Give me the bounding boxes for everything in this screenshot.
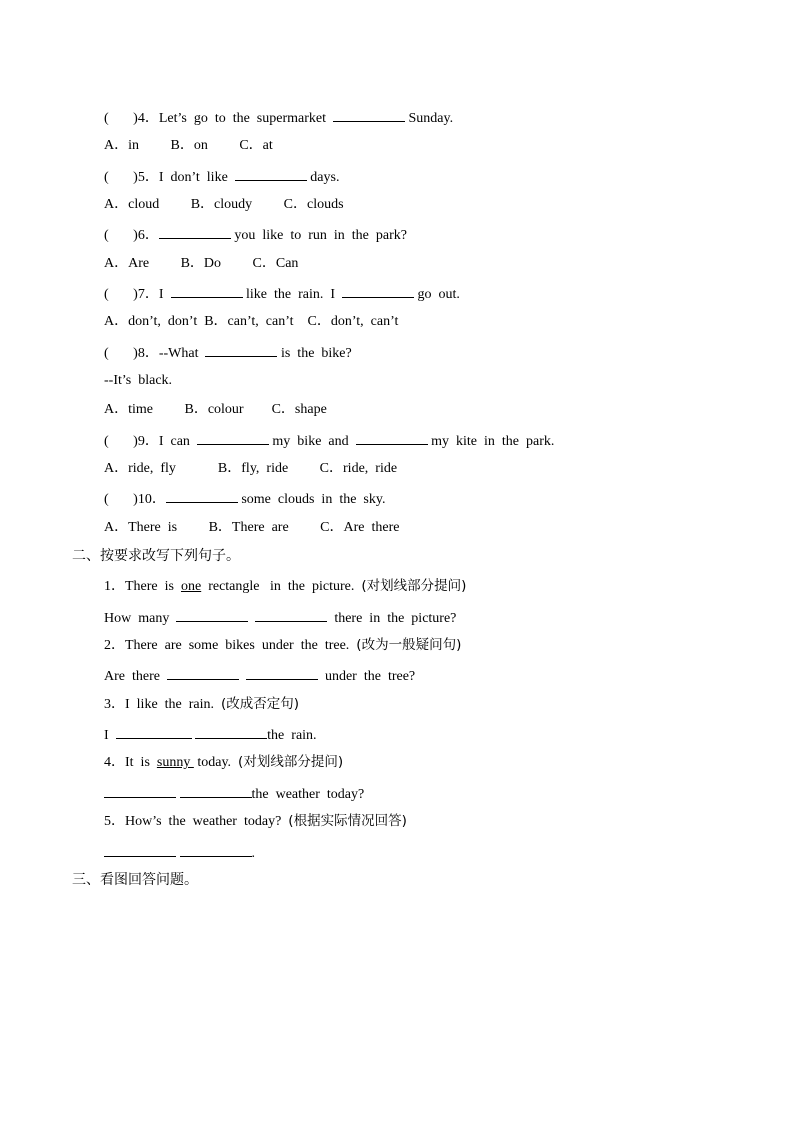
s4-underlined-word: sunny [156, 755, 194, 770]
q9-text: ( )9．I can [104, 434, 197, 449]
s1-underlined-word: one [180, 579, 202, 594]
s3-text: 3．I like the rain. [104, 697, 222, 712]
s5-answer-end: . [251, 846, 255, 861]
q9-blank-2[interactable] [356, 431, 428, 445]
s1-answer-end: there in the picture? [327, 611, 457, 626]
s3-answer-text: I [104, 728, 116, 743]
question-5 [104, 167, 339, 187]
s4-answer-end: the weather today? [251, 787, 365, 802]
s2-answer-text: Are there [104, 669, 167, 684]
s3-blank-1[interactable] [116, 725, 192, 739]
rewrite-3 [104, 695, 299, 714]
q4-text-end: Sunday. [405, 111, 454, 126]
s5-instruction: (根据实际情况回答) [288, 813, 407, 829]
q7-text: ( )7．I [104, 287, 171, 302]
s4-instruction: (对划线部分提问) [238, 754, 344, 770]
s5-text: 5．How’s the weather today? [104, 814, 289, 829]
s1-blank-1[interactable] [176, 608, 248, 622]
question-10 [104, 489, 385, 509]
section-3-heading: 三、看图回答问题。 [72, 872, 198, 888]
q4-blank[interactable] [333, 108, 405, 122]
q6-blank[interactable] [159, 225, 231, 239]
rewrite-5-answer [104, 843, 255, 863]
q7-blank-2[interactable] [342, 284, 414, 298]
question-7 [104, 284, 460, 304]
question-8 [104, 343, 352, 363]
s1-blank-2[interactable] [255, 608, 327, 622]
rewrite-5 [104, 812, 407, 831]
q10-options: A．There is B．There are C．Are there [104, 520, 400, 535]
rewrite-4-answer [104, 784, 364, 804]
rewrite-2 [104, 636, 461, 655]
s3-blank-2[interactable] [195, 725, 267, 739]
q10-text-end: some clouds in the sky. [237, 492, 386, 507]
s3-answer-end: the rain. [267, 728, 317, 743]
q5-blank[interactable] [235, 167, 307, 181]
rewrite-3-answer [104, 725, 317, 745]
question-6 [104, 225, 407, 245]
rewrite-2-answer [104, 666, 415, 686]
q7-text-mid: like the rain. I [242, 287, 343, 302]
q6-text: ( )6． [104, 228, 159, 243]
q9-blank-1[interactable] [197, 431, 269, 445]
s3-instruction: (改成否定句) [221, 696, 300, 712]
s4-text: 4．It is [104, 755, 157, 770]
q8-reply: --It’s black. [104, 373, 173, 388]
s2-text: 2．There are some bikes under the tree. [104, 638, 357, 653]
q4-options: A．in B．on C．at [104, 138, 273, 153]
s4-blank-2[interactable] [180, 784, 252, 798]
q7-options: A．don’t, don’t B．can’t, can’t C．don’t, can’t [104, 314, 399, 329]
rewrite-1 [104, 577, 466, 596]
q5-text: ( )5．I don’t like [104, 170, 235, 185]
s5-blank-1[interactable] [104, 843, 176, 857]
s5-blank-2[interactable] [180, 843, 252, 857]
q10-blank[interactable] [166, 489, 238, 503]
q9-text-mid: my bike and [268, 434, 356, 449]
question-9 [104, 431, 554, 451]
section-2-heading: 二、按要求改写下列句子。 [72, 548, 240, 564]
question-4 [104, 108, 453, 128]
q8-blank[interactable] [205, 343, 277, 357]
s2-instruction: (改为一般疑问句) [356, 637, 462, 653]
s1-instruction: (对划线部分提问) [361, 578, 467, 594]
s1-text-end: rectangle in the picture. [201, 579, 362, 594]
q9-options: A．ride, fly B．fly, ride C．ride, ride [104, 461, 398, 476]
s2-blank-1[interactable] [167, 666, 239, 680]
q5-text-end: days. [306, 170, 340, 185]
q9-text-end: my kite in the park. [427, 434, 555, 449]
q8-text: ( )8．--What [104, 346, 206, 361]
s2-answer-end: under the tree? [317, 669, 416, 684]
q7-blank-1[interactable] [171, 284, 243, 298]
q7-text-end: go out. [414, 287, 460, 302]
rewrite-4 [104, 753, 343, 772]
q8-text-end: is the bike? [277, 346, 352, 361]
q4-text: ( )4．Let’s go to the supermarket [104, 111, 334, 126]
rewrite-1-answer [104, 608, 456, 628]
q8-options: A．time B．colour C．shape [104, 402, 327, 417]
q10-text: ( )10． [104, 492, 166, 507]
q6-text-end: you like to run in the park? [230, 228, 407, 243]
s1-text: 1．There is [104, 579, 181, 594]
s2-blank-2[interactable] [246, 666, 318, 680]
q5-options: A．cloud B．cloudy C．clouds [104, 197, 344, 212]
s4-text-end: today. [193, 755, 239, 770]
s4-blank-1[interactable] [104, 784, 176, 798]
q6-options: A．Are B．Do C．Can [104, 256, 299, 271]
s1-answer-text: How many [104, 611, 177, 626]
